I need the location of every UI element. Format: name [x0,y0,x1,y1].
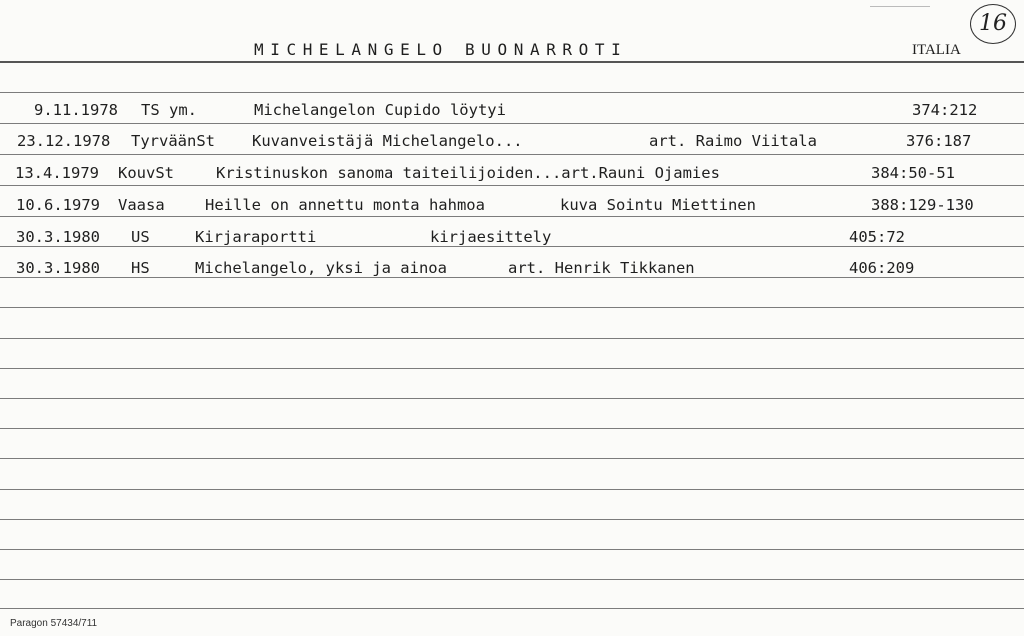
entry-date: 10.6.1979 [16,196,100,214]
rule-line [0,123,1024,124]
rule-line [0,519,1024,520]
rule-line [0,549,1024,550]
entry-ref: 405:72 [849,228,905,246]
card-country: ITALIA [912,42,961,58]
entry-title: Kirjaraportti [195,228,317,246]
rule-line [0,458,1024,459]
rule-line [0,579,1024,580]
entry-source: KouvSt [118,164,174,182]
entry-title: Kuvanveistäjä Michelangelo... [252,132,523,150]
entry-date: 9.11.1978 [34,101,118,119]
entry-source: Vaasa [118,196,165,214]
entry-source: TS ym. [141,101,197,119]
entry-author: art. Raimo Viitala [649,132,817,150]
entry-source: TyrväänSt [131,132,215,150]
entry-ref: 384:50-51 [871,164,955,182]
entry-source: US [131,228,150,246]
entry-author: art. Henrik Tikkanen [508,259,695,277]
rule-line [0,428,1024,429]
entry-ref: 406:209 [849,259,915,277]
entry-ref: 388:129-130 [871,196,974,214]
rule-line [0,154,1024,155]
rule-line [0,246,1024,247]
entry-author: kirjaesittely [430,228,552,246]
entry-title: Michelangelo, yksi ja ainoa [195,259,447,277]
rule-line [0,185,1024,186]
header-rule [0,61,1024,63]
entry-title: Michelangelon Cupido löytyi [254,101,506,119]
entry-date: 23.12.1978 [17,132,111,150]
rule-line [0,338,1024,339]
card-title: MICHELANGELO BUONARROTI [254,40,628,59]
entry-date: 30.3.1980 [16,259,100,277]
entry-source: HS [131,259,150,277]
rule-line [0,398,1024,399]
entry-date: 13.4.1979 [15,164,99,182]
rule-line [0,92,1024,93]
rule-line [0,277,1024,278]
entry-title: Kristinuskon sanoma taiteilijoiden...art.Rauni Ojamies [216,164,720,182]
entry-ref: 376:187 [906,132,972,150]
rule-line [0,489,1024,490]
rule-line [0,216,1024,217]
card-footer: Paragon 57434/711 [10,618,98,629]
card-number-circled: 16 [970,4,1016,44]
entry-title: Heille on annettu monta hahmoa [205,196,485,214]
rule-line [0,368,1024,369]
entry-ref: 374:212 [912,101,978,119]
entry-author: kuva Sointu Miettinen [560,196,756,214]
rule-line [0,307,1024,308]
rule-line [0,608,1024,609]
entry-date: 30.3.1980 [16,228,100,246]
scratch-mark [870,6,930,7]
